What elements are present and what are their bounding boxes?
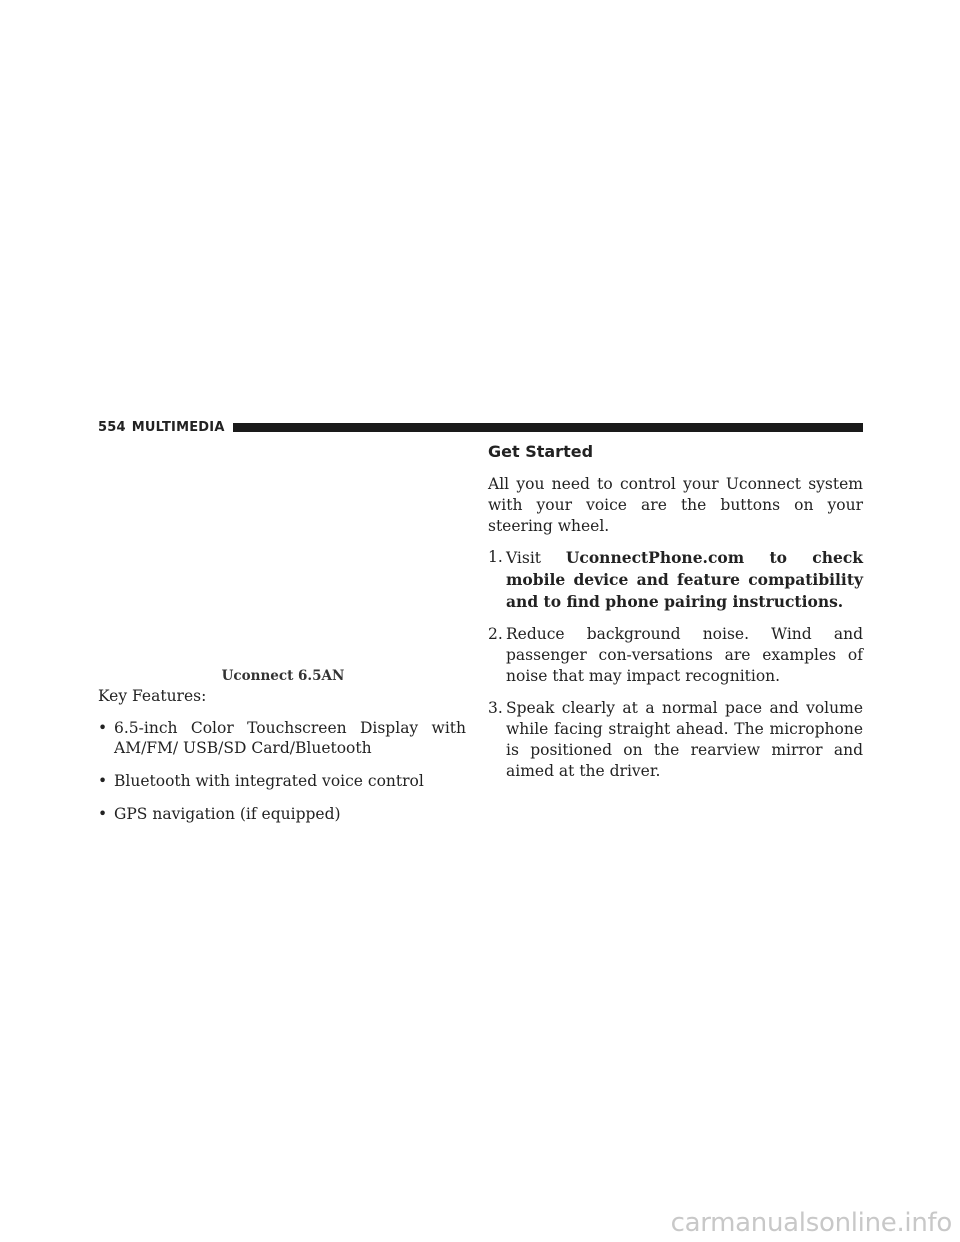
- step-item: [488, 547, 863, 613]
- header-rule: [233, 423, 863, 432]
- list-item: [98, 804, 466, 824]
- bullet-icon: •: [98, 772, 108, 790]
- bullet-icon: •: [98, 719, 108, 737]
- page-number: 554: [98, 419, 126, 435]
- step-item: [488, 698, 863, 782]
- left-column: [98, 686, 466, 837]
- section-title: MULTIMEDIA: [131, 419, 225, 435]
- key-features-intro: Key Features:: [98, 687, 207, 705]
- feature-text: GPS navigation (if equipped): [114, 805, 341, 823]
- page-header: [98, 420, 863, 434]
- step-number: 2.: [488, 625, 503, 643]
- step-number: 1.: [488, 548, 503, 566]
- step-text: Speak clearly at a normal pace and volume while facing straight ahead. The microphone is positioned on the rearview mirror and aimed at the driver.: [506, 699, 863, 780]
- step-text: Reduce background noise. Wind and passenger con-versations are examples of noise that may impact recognition.: [506, 625, 863, 685]
- right-column: [488, 441, 863, 793]
- step-prefix: Visit: [506, 549, 566, 567]
- list-item: [98, 771, 466, 791]
- feature-text: Bluetooth with integrated voice control: [114, 772, 424, 790]
- watermark: carmanualsonline.info: [670, 1208, 952, 1238]
- step-link-text: UconnectPhone.com to check mobile device and feature compatibility and to find phone pairing instructions.: [506, 548, 864, 611]
- features-list: [98, 718, 466, 824]
- steps-list: [488, 547, 863, 782]
- bullet-icon: •: [98, 805, 108, 823]
- feature-text: 6.5-inch Color Touchscreen Display with AM/FM/ USB/SD Card/Bluetooth: [114, 719, 466, 757]
- list-item: [98, 718, 466, 758]
- intro-paragraph: All you need to control your Uconnect system with your voice are the buttons on your steering wheel.: [488, 475, 863, 535]
- step-item: [488, 624, 863, 687]
- figure-caption: Uconnect 6.5AN: [221, 668, 345, 684]
- section-heading: Get Started: [488, 442, 594, 461]
- step-number: 3.: [488, 699, 503, 717]
